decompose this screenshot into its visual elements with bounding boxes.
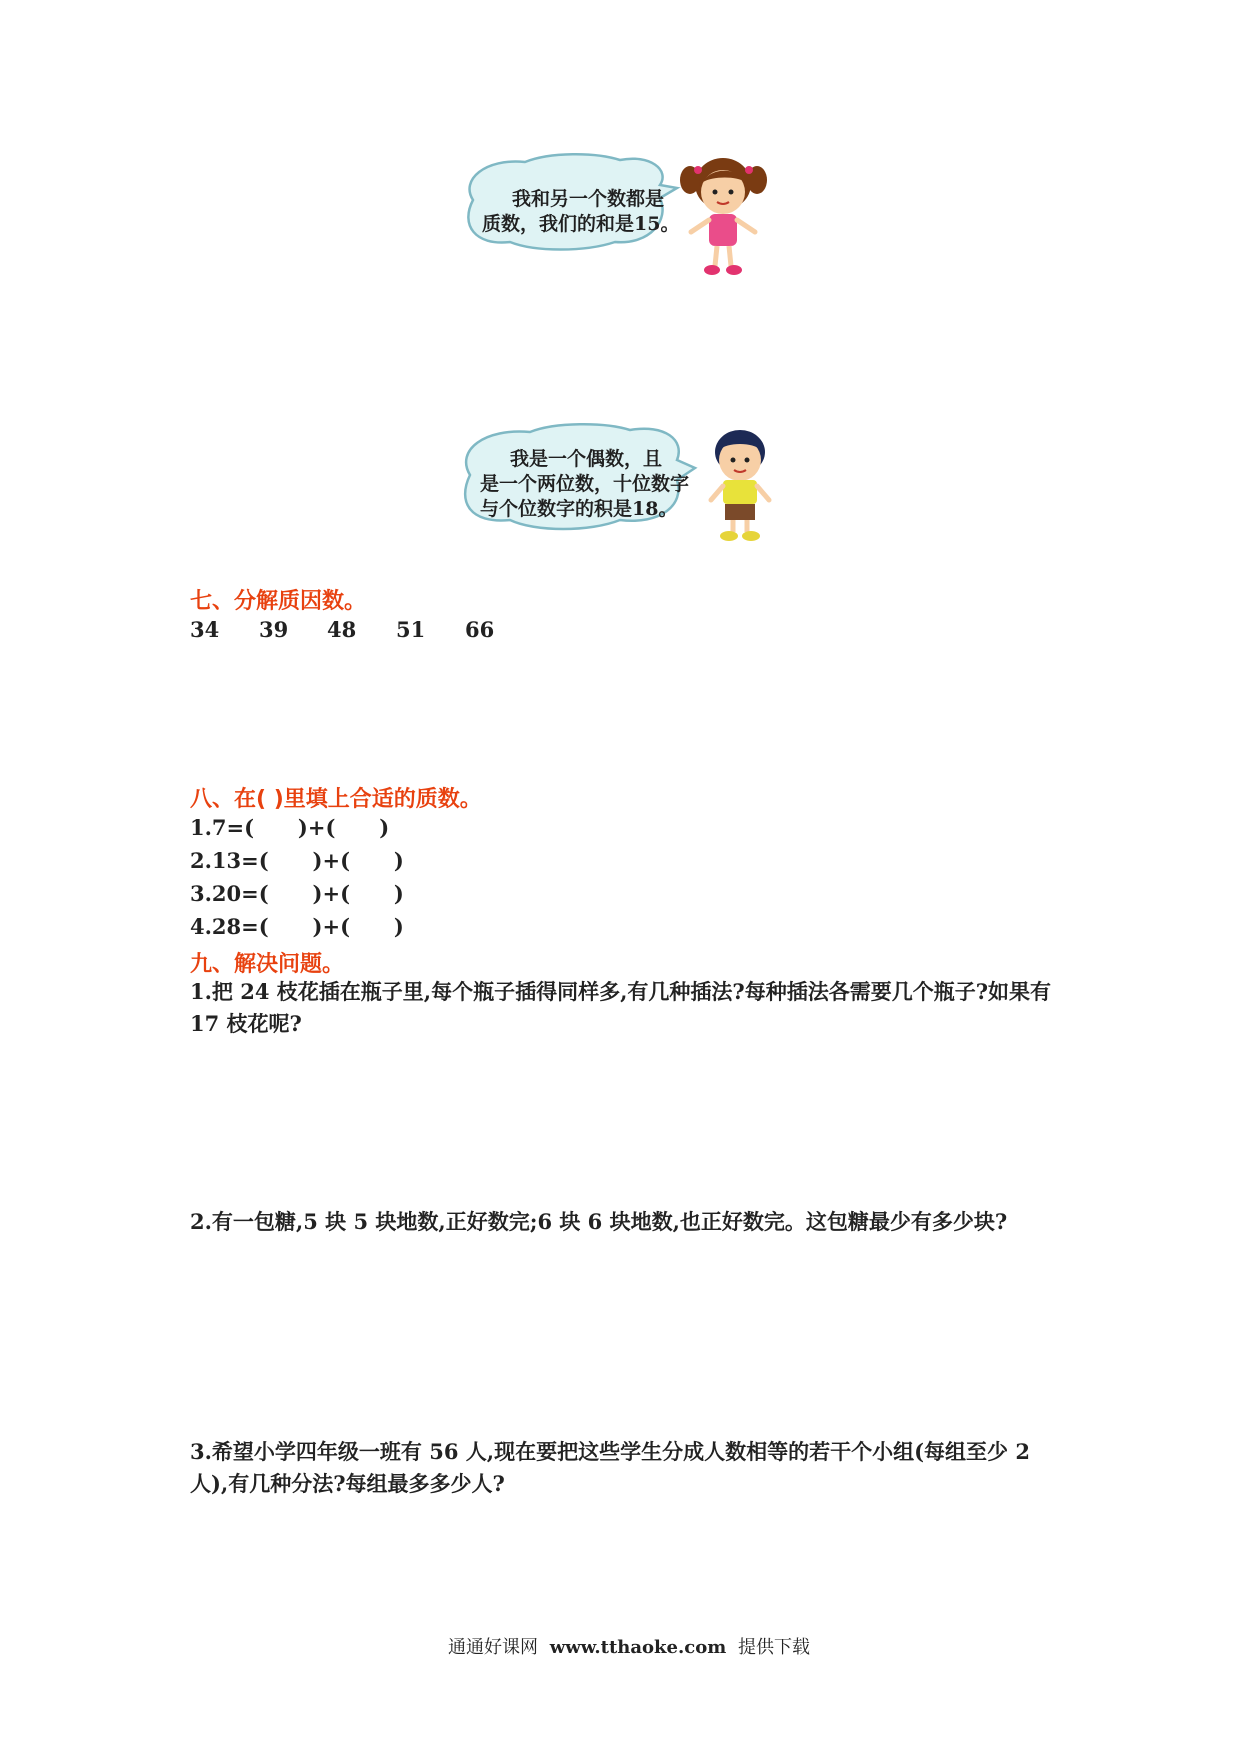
boy-figure (711, 430, 769, 541)
boy-bubble-line-3: 与个位数字的积是18。 (480, 498, 678, 520)
problem-3: 3.希望小学四年级一班有 56 人,现在要把这些学生分成人数相等的若干个小组(每组至少 2 人),有几种分法?每组最多多少人? (190, 1439, 1030, 1496)
fill-item-4: 4.28=( )+( ) (190, 914, 404, 939)
girl-figure (680, 158, 767, 275)
footer (448, 1633, 810, 1659)
boy-bubble-line-1: 我是一个偶数，且 (510, 448, 663, 470)
boy-bubble-line-2: 是一个两位数，十位数字 (480, 473, 690, 495)
girl-bubble-line-1: 我和另一个数都是 (512, 188, 665, 210)
girl-bubble-line-2: 质数，我们的和是15。 (482, 213, 680, 235)
factor-number: 66 (465, 617, 495, 642)
factor-number: 48 (327, 617, 357, 642)
footer-site-link[interactable]: www.tthaoke.com (549, 1637, 727, 1658)
footer-right: 提供下载 (738, 1637, 810, 1658)
footer-left: 通通好课网 (448, 1637, 538, 1658)
factor-number: 34 (190, 617, 220, 642)
fill-item-2: 2.13=( )+( ) (190, 848, 404, 873)
problem-2: 2.有一包糖,5 块 5 块地数,正好数完;6 块 6 块地数,也正好数完。这包糖最少有多少块? (190, 1209, 1008, 1234)
factor-number: 51 (396, 617, 426, 642)
problem-1: 1.把 24 枝花插在瓶子里,每个瓶子插得同样多,有几种插法?每种插法各需要几个瓶子?如果有 17 枝花呢? (190, 979, 1051, 1036)
fill-item-1: 1.7=( )+( ) (190, 815, 390, 840)
section-7-heading: 七、分解质因数。 (190, 589, 367, 614)
section-9-heading: 九、解决问题。 (190, 952, 345, 977)
section-8-heading: 八、在( )里填上合适的质数。 (190, 787, 482, 812)
fill-item-3: 3.20=( )+( ) (190, 881, 404, 906)
factor-number: 39 (259, 617, 289, 642)
